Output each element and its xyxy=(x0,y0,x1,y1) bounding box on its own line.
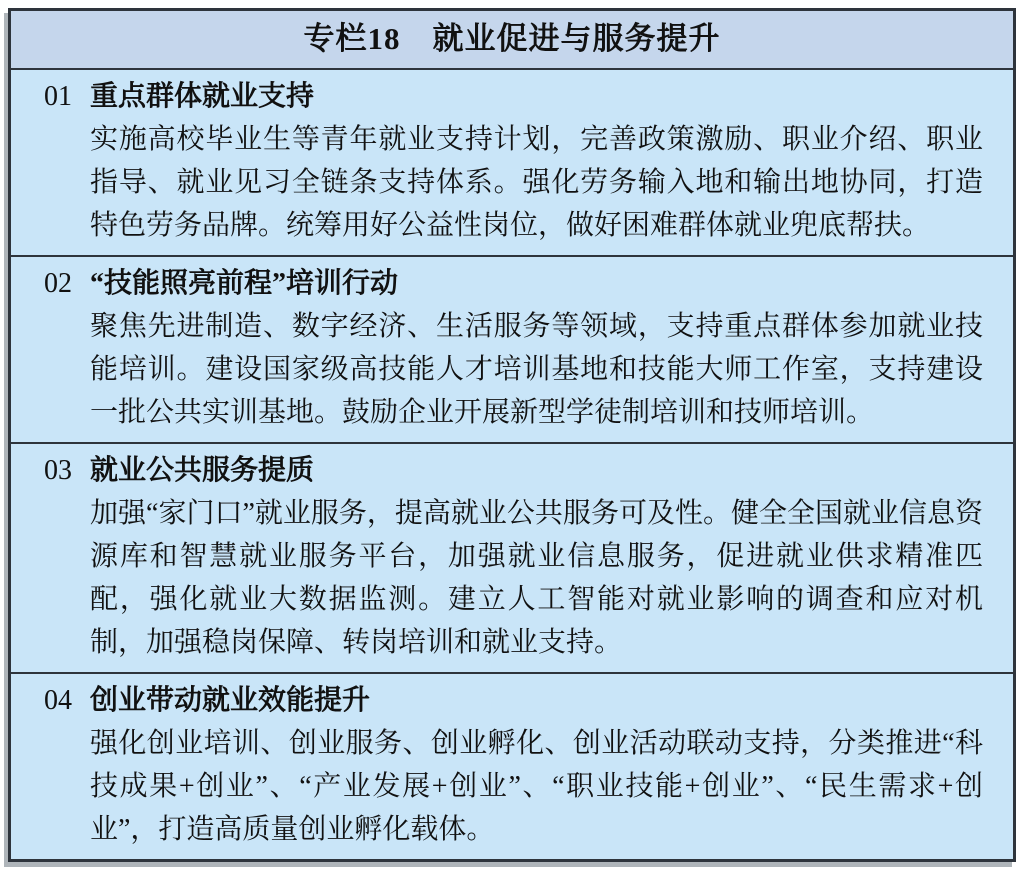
section-01 xyxy=(11,70,1013,257)
section-body: 实施高校毕业生等青年就业支持计划，完善政策激励、职业介绍、职业指导、就业见习全链条支持体系。强化劳务输入地和输出地协同，打造特色劳务品牌。统筹用好公益性岗位，做好困难群体就业兜底帮扶。 xyxy=(90,124,983,241)
section-body: 强化创业培训、创业服务、创业孵化、创业活动联动支持，分类推进“科技成果+创业”、“产业发展+创业”、“职业技能+创业”、“民生需求+创业”，打造高质量创业孵化载体。 xyxy=(90,728,983,845)
section-heading: 就业公共服务提质 xyxy=(90,455,315,486)
section-heading: 创业带动就业效能提升 xyxy=(90,685,371,716)
section-number: 04 xyxy=(44,685,72,716)
section-heading: 重点群体就业支持 xyxy=(90,81,315,112)
section-content xyxy=(90,679,983,851)
section-04 xyxy=(11,674,1013,859)
section-heading: “技能照亮前程”培训行动 xyxy=(90,268,399,299)
section-content xyxy=(90,449,983,664)
section-number: 01 xyxy=(44,81,72,112)
policy-box xyxy=(8,8,1016,862)
panel-title: 专栏18 就业促进与服务提升 xyxy=(11,11,1013,70)
section-body: 聚焦先进制造、数字经济、生活服务等领域，支持重点群体参加就业技能培训。建设国家级高技能人才培训基地和技能大师工作室，支持建设一批公共实训基地。鼓励企业开展新型学徒制培训和技师培训。 xyxy=(90,311,983,428)
section-number: 02 xyxy=(44,268,72,299)
section-body: 加强“家门口”就业服务，提高就业公共服务可及性。健全全国就业信息资源库和智慧就业服务平台，加强就业信息服务，促进就业供求精准匹配，强化就业大数据监测。建立人工智能对就业影响的调查和应对机制，加强稳岗保障、转岗培训和就业支持。 xyxy=(90,498,983,658)
section-content xyxy=(90,75,983,247)
section-02 xyxy=(11,257,1013,444)
section-content xyxy=(90,262,983,434)
section-03 xyxy=(11,444,1013,674)
section-number: 03 xyxy=(44,455,72,486)
